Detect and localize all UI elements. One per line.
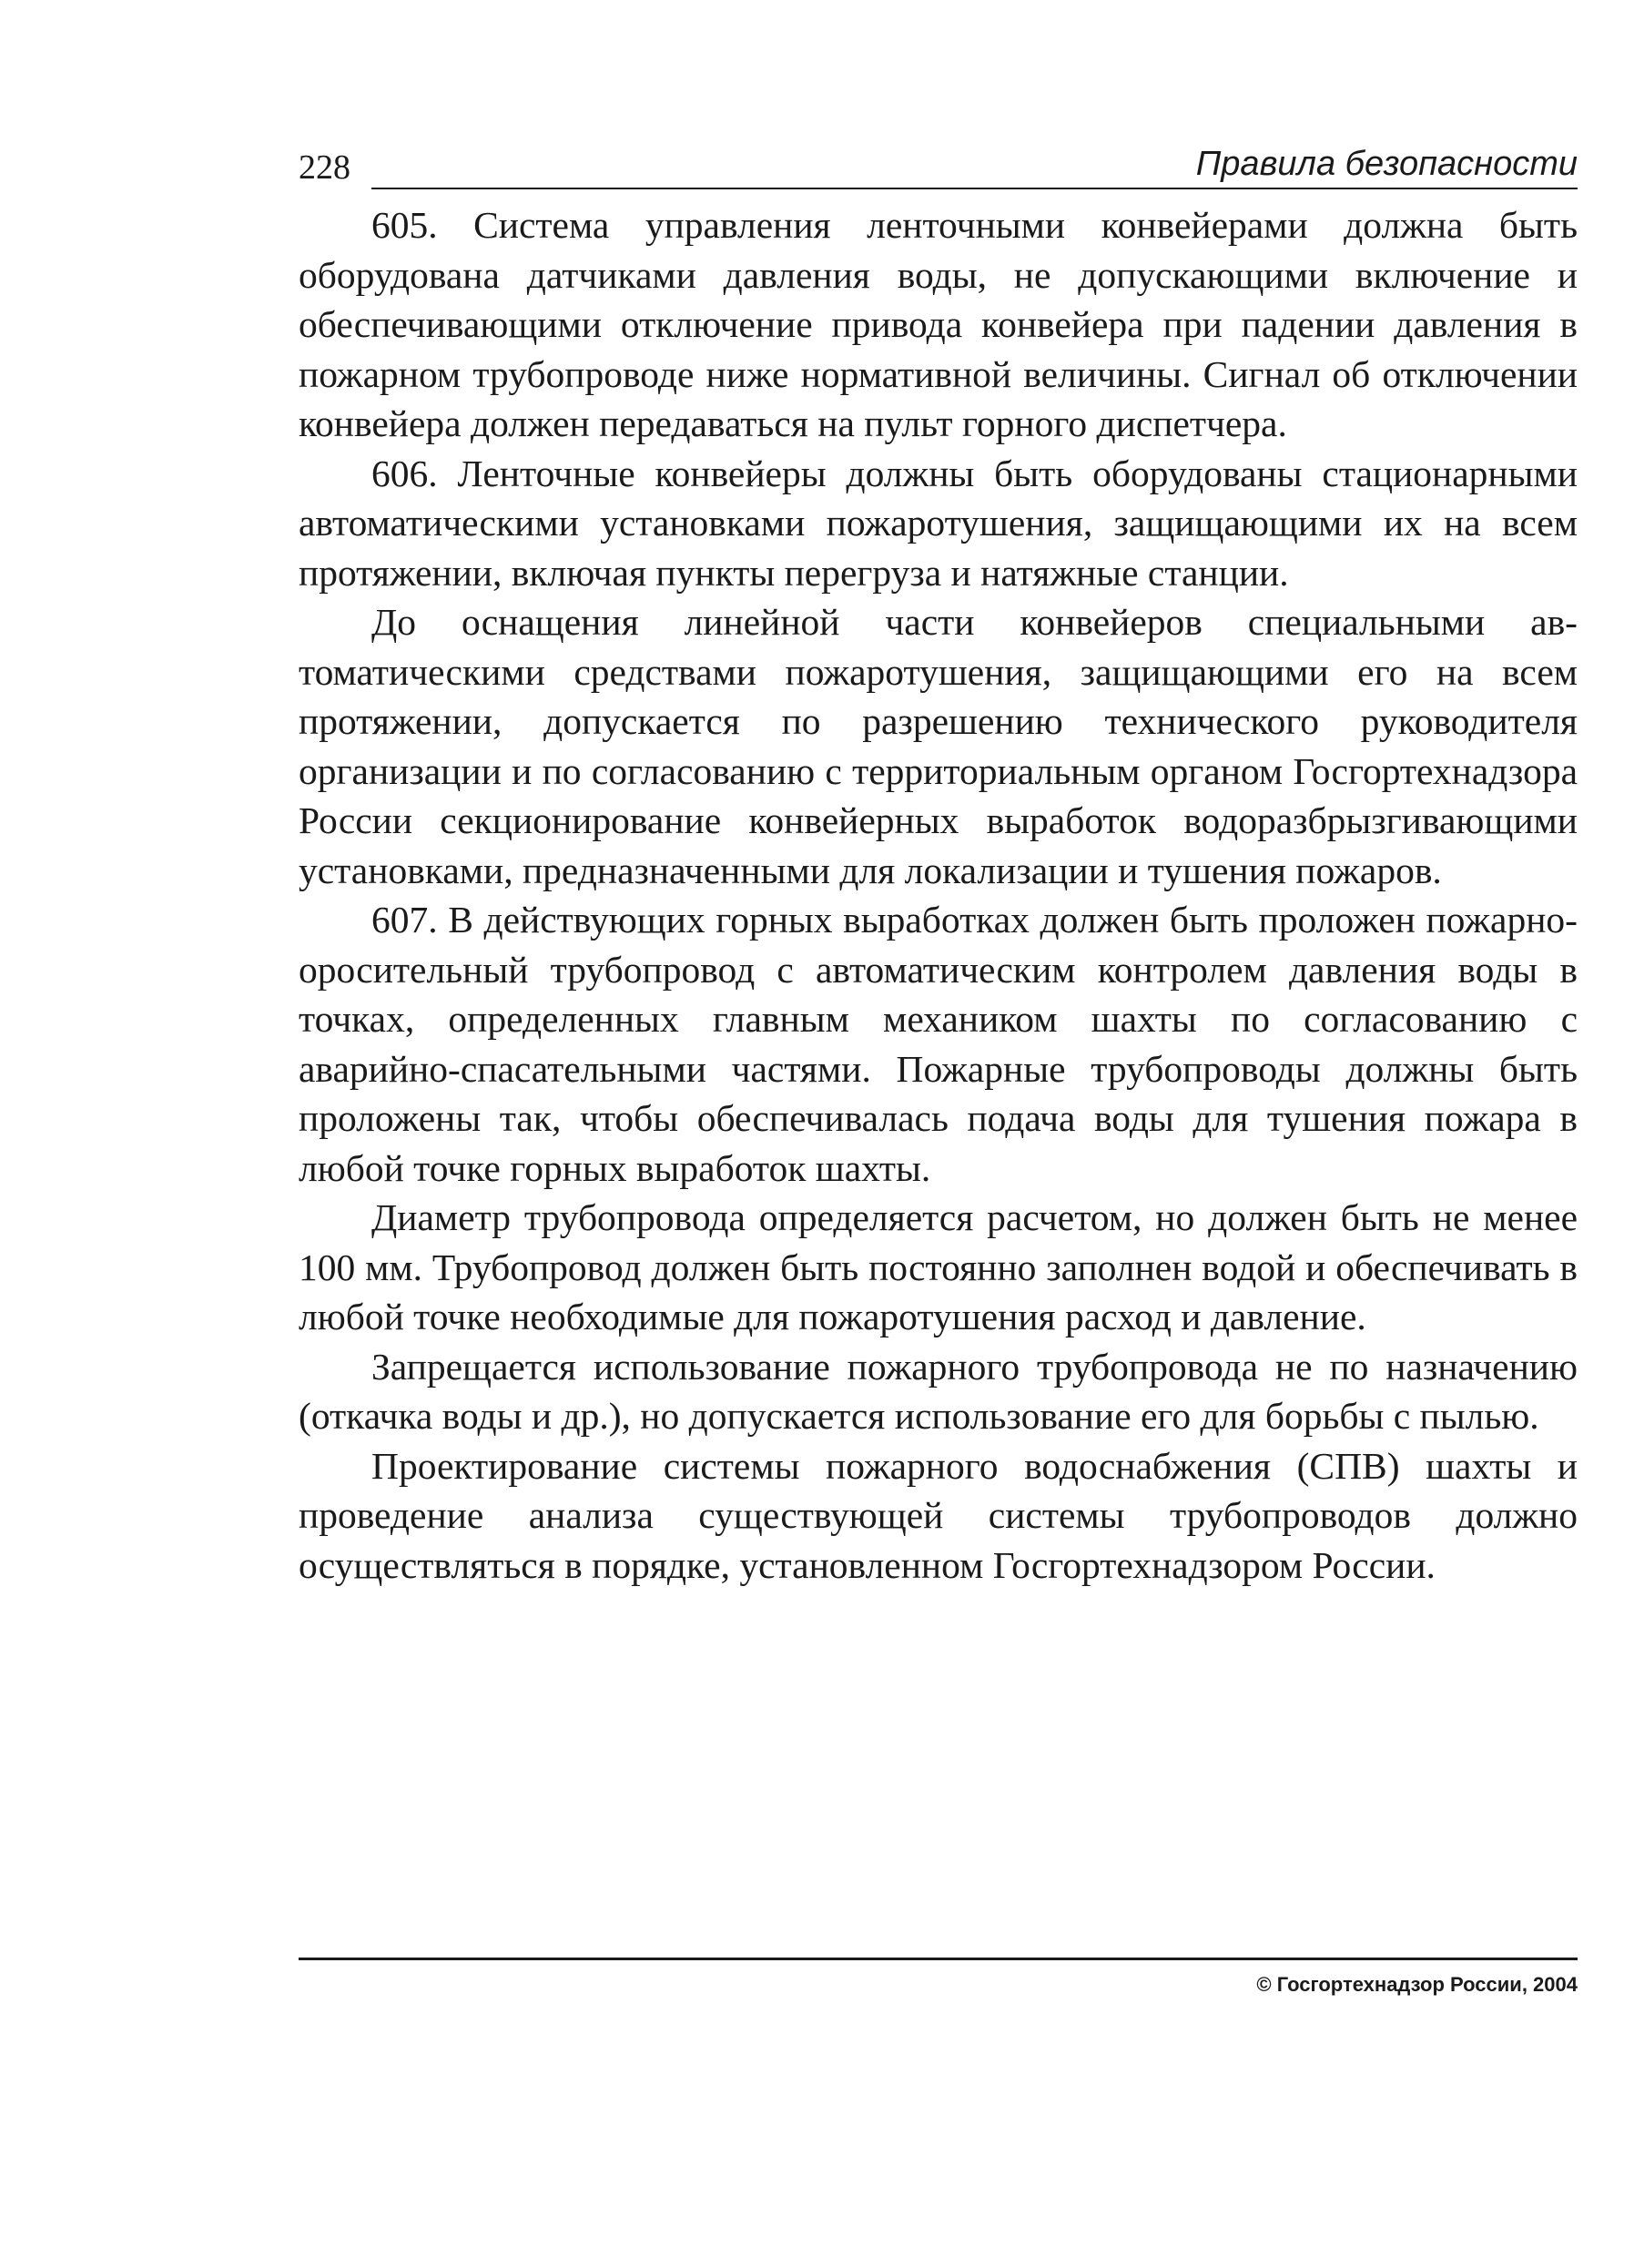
paragraph-606-extinguishing: До оснащения линейной части конвейеров специальными автоматическими средствами пожаротушения, защищающими его на всем протяжении, допускается по разрешению технического руководителя организации и по согласованию с территориальным органом Госгортехнадзора России секционирование конвейерных выработок водоразбрызгивающими установками, предназначенными для локализации и тушения пожаров. — [299, 601, 1578, 891]
paragraph-607-design: Проектирование системы пожарного водоснабжения (СПВ) шахты и проведение анализа существующей системы трубопроводов должно осуществляться в порядке, установленном Госгортехнадзором России. — [299, 1444, 1578, 1586]
paragraph-607-diameter: Диаметр трубопровода определяется расчетом, но должен быть не менее 100 мм. Трубопровод должен быть постоянно заполнен водой и обеспечивать в любой точке необходимые для пожаротушения расход и давление. — [299, 1196, 1578, 1337]
copyright-footer: © Госгортехнадзор России, 2004 — [1256, 1973, 1578, 1996]
paragraph-606: 606. Ленточные конвейеры должны быть оборудованы стационарными автоматическими установками пожаротушения, защищающими их на всем протяжении, включая пункты перегруза и натяжные станции. — [299, 452, 1578, 594]
footer-rule — [299, 1958, 1578, 1960]
running-title: Правила безопасности — [1195, 145, 1578, 183]
header-rule — [371, 188, 1578, 189]
page-body — [299, 200, 1578, 1590]
paragraph-605: 605. Система управления ленточными конвейерами должна быть оборудована датчиками давления воды, не допускающими включение и обеспечивающими отключение привода конвейера при падении давления в пожарном трубопроводе ниже нормативной величины. Сигнал об отключении конвейера должен передаваться на пульт горного диспетчера. — [299, 204, 1578, 444]
document-page — [299, 137, 1578, 2231]
page-number: 228 — [299, 148, 350, 187]
paragraph-607-prohibition: Запрещается использование пожарного трубопровода не по назначению (откачка воды и др.), но допускается использование его для борьбы с пылью. — [299, 1345, 1578, 1437]
page-header — [299, 137, 1578, 191]
paragraph-607: 607. В действующих горных выработках должен быть проложен пожарно-оросительный трубопровод с автоматическим контролем давления воды в точках, определенных главным механиком шахты по согласованию с аварийно-спасательными частями. Пожарные трубопроводы должны быть проложены так, чтобы обеспечивалась подача воды для тушения пожара в любой точке горных выработок шахты. — [299, 899, 1578, 1189]
